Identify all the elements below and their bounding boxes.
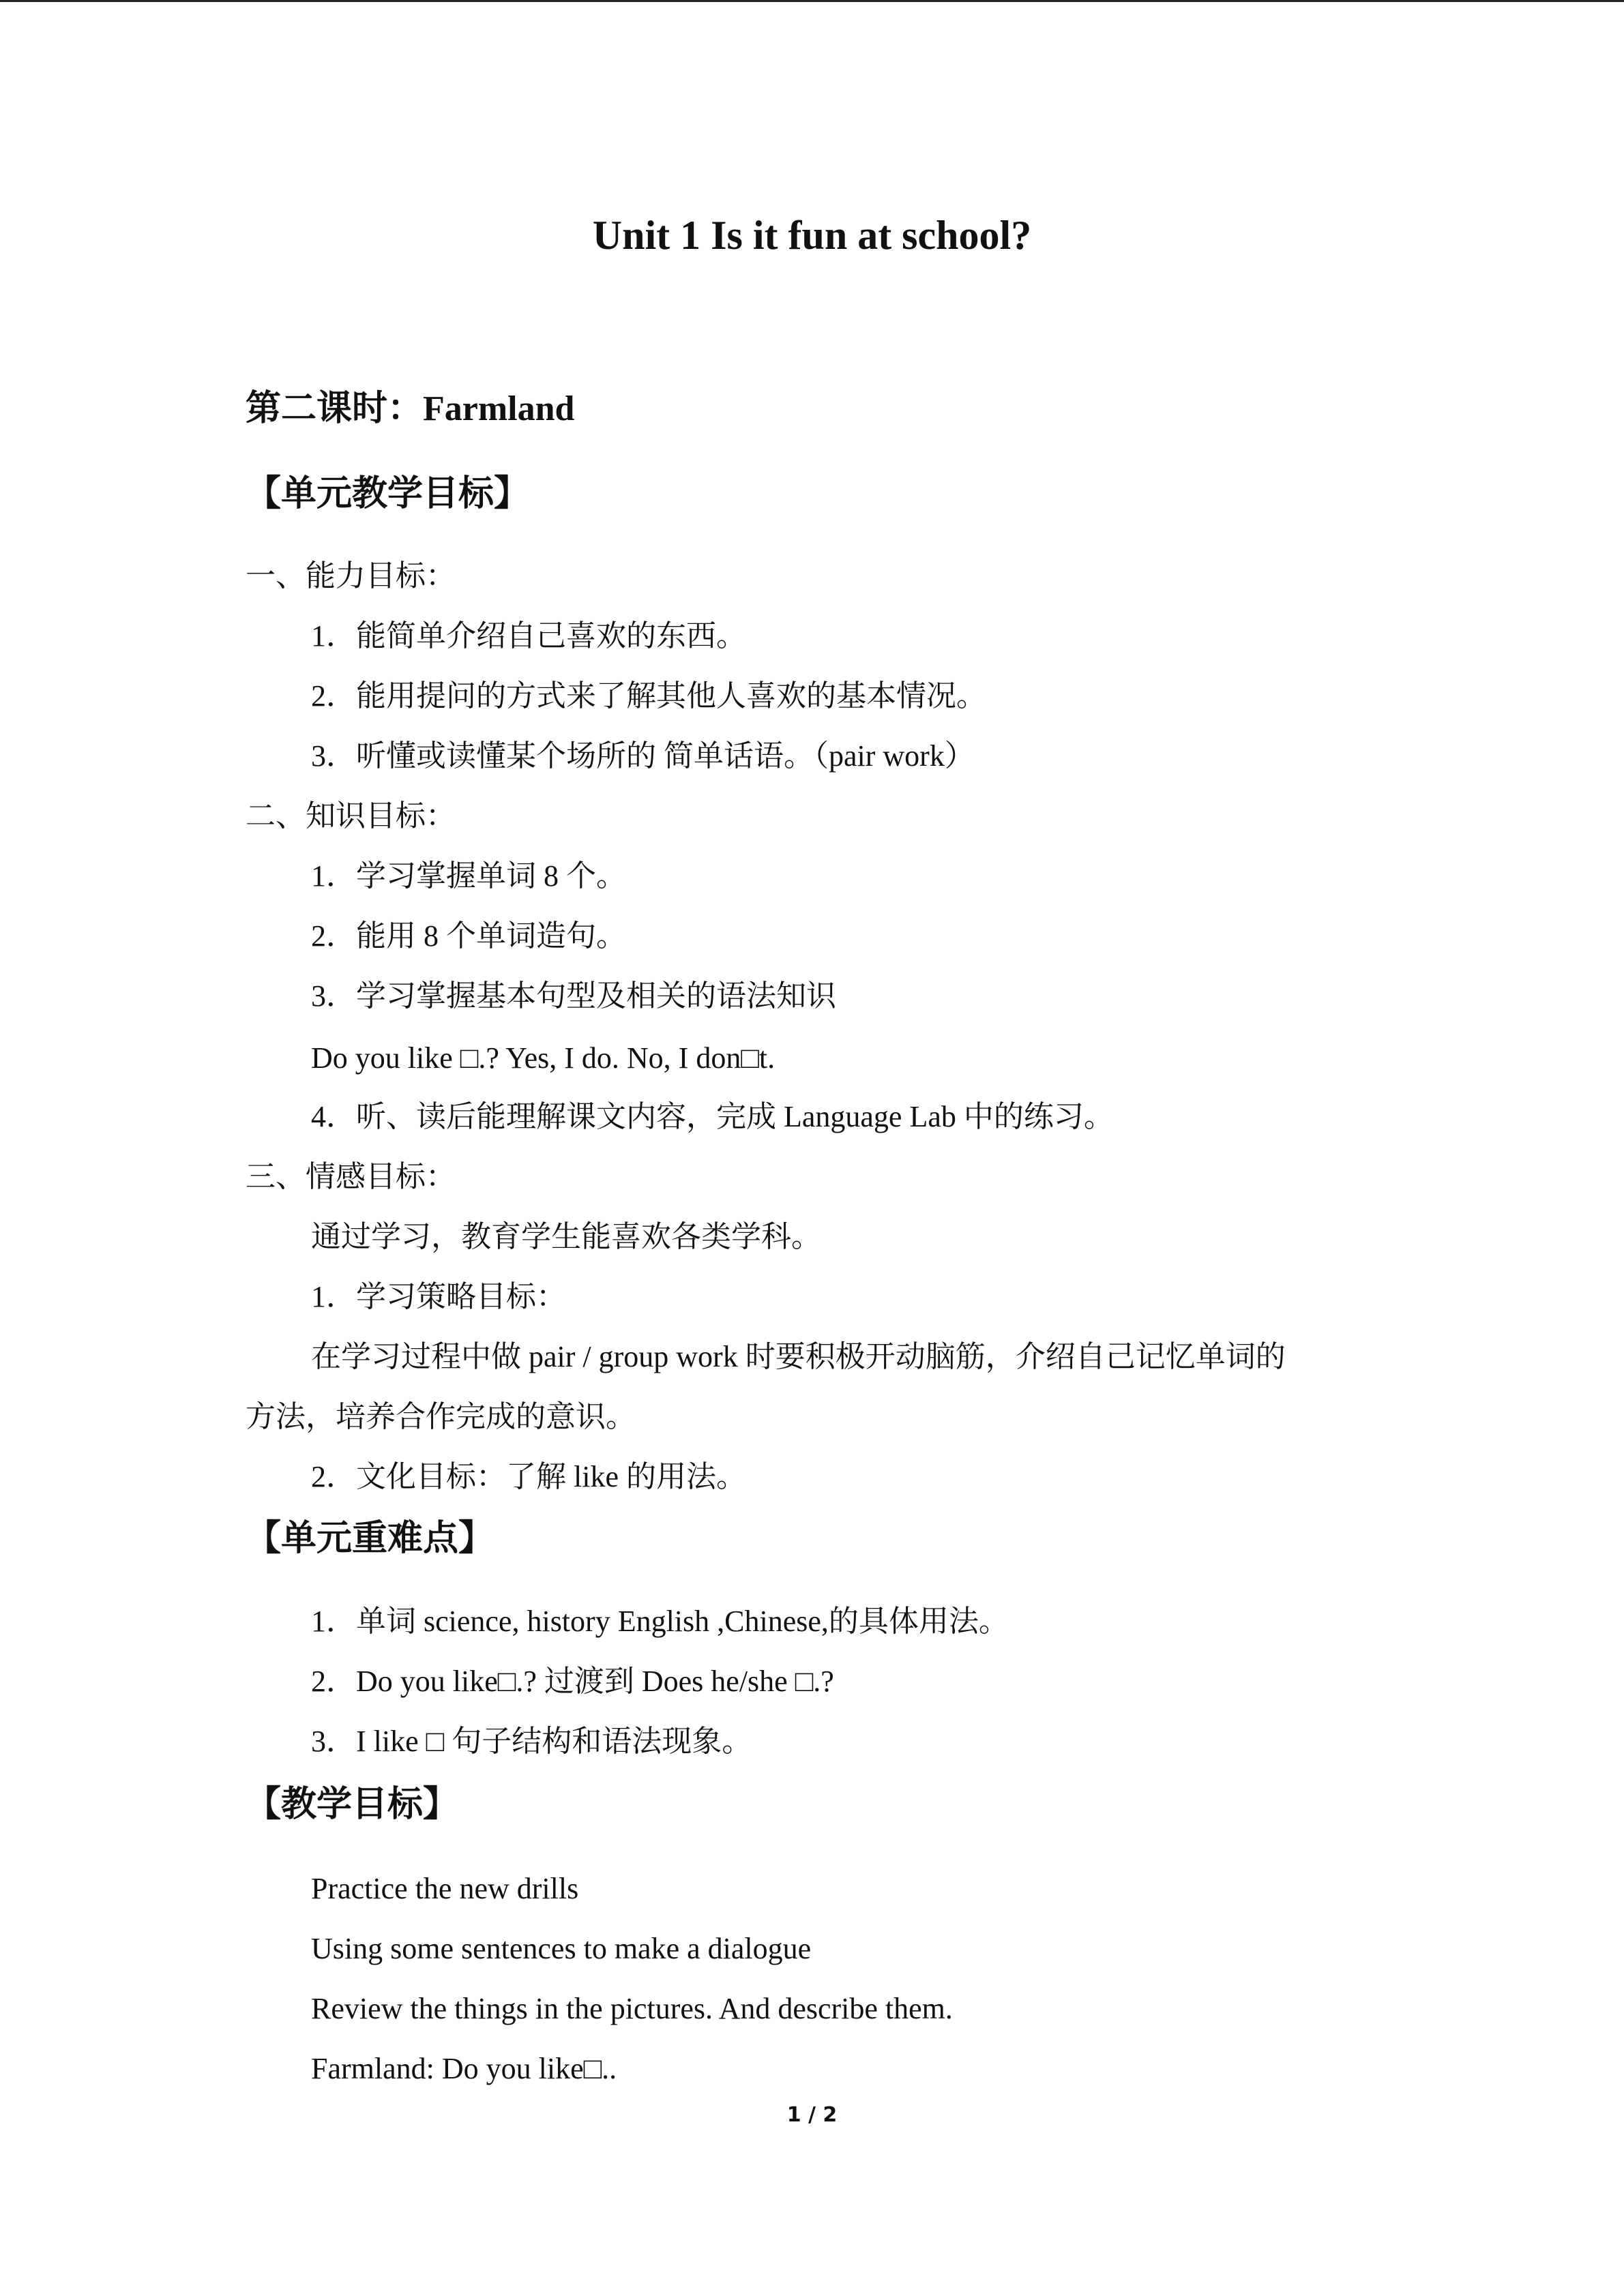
list-item: Using some sentences to make a dialogue [311,1932,812,1965]
emotion-goals-text: 通过学习，教育学生能喜欢各类学科。 [311,1220,821,1253]
list-item: 3．I like □ 句子结构和语法现象。 [311,1725,752,1758]
strategy-goals-text-continued: 方法，培养合作完成的意识。 [246,1400,636,1433]
list-item: 1．单词 science, history English ,Chinese,的具体用法。 [311,1605,1009,1638]
list-item: 2．Do you like□.? 过渡到 Does he/she □.? [311,1665,834,1698]
section-heading-unit-goals: 【单元教学目标】 [246,475,530,513]
page-number: 1 / 2 [786,2103,838,2127]
list-item: 4．听、读后能理解课文内容，完成 Language Lab 中的练习。 [311,1100,1114,1133]
list-item: Farmland: Do you like□.. [311,2052,617,2085]
list-item: 3．听懂或读懂某个场所的 简单话语。（pair work） [311,739,975,773]
culture-goals-text: 2．文化目标：了解 like 的用法。 [311,1460,746,1493]
list-item: 3．学习掌握基本句型及相关的语法知识 [311,979,836,1013]
section-heading-key-points: 【单元重难点】 [246,1519,494,1558]
strategy-goals-text: 在学习过程中做 pair / group work 时要积极开动脑筋，介绍自己记忆单词的 [311,1340,1286,1373]
section-heading-teaching-goals: 【教学目标】 [246,1785,459,1824]
ability-goals-label: 一、能力目标： [246,559,456,593]
list-item: 1．学习掌握单词 8 个。 [311,859,626,893]
list-item: 2．能用提问的方式来了解其他人喜欢的基本情况。 [311,679,986,713]
document-title: Unit 1 Is it fun at school? [592,213,1032,258]
emotion-goals-label: 三、情感目标： [246,1160,456,1193]
list-item: Review the things in the pictures. And describe them. [311,1992,953,2025]
page-top-border [0,0,1624,2]
knowledge-goals-label: 二、知识目标： [246,799,456,833]
example-sentence: Do you like □.? Yes, I do. No, I don□t. [311,1041,776,1075]
list-item: Practice the new drills [311,1872,579,1905]
strategy-goals-label: 1．学习策略目标： [311,1280,566,1313]
list-item: 2．能用 8 个单词造句。 [311,919,626,953]
list-item: 1．能简单介绍自己喜欢的东西。 [311,619,746,653]
lesson-heading: 第二课时：Farmland [246,389,575,428]
